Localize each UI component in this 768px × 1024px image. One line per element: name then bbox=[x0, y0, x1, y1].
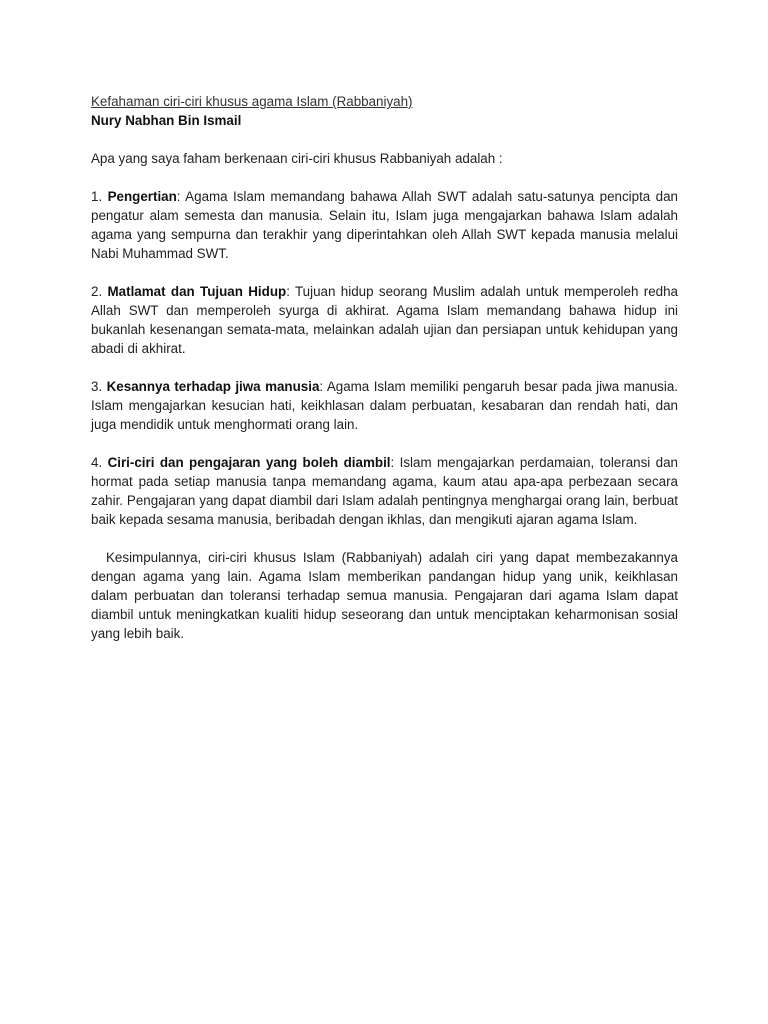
point-body: : Islam mengajarkan perdamaian, toleransi dan hormat pada setiap manusia tanpa memandang agama, kaum atau apa-apa perbezaan secara zahir. Pengajaran yang dapat diambil dari Islam adalah pentingnya menghargai orang lain, berbuat baik kepada sesama manusia, beribadah dengan ikhlas, dan mengikuti ajaran agama Islam. bbox=[91, 455, 679, 527]
point-heading: Kesannya terhadap jiwa manusia bbox=[106, 379, 320, 394]
conclusion-paragraph: Kesimpulannya, ciri-ciri khusus Islam (Rabbaniyah) adalah ciri yang dapat membezakannya dengan agama yang lain. Agama Islam memberikan pandangan hidup yang unik, keikhlasan dalam perbuatan dan toleransi terhadap semua manusia. Pengajaran dari agama Islam dapat diambil untuk meningkatkan kualiti hidup seseorang dan untuk menciptakan keharmonisan sosial yang lebih baik. bbox=[91, 550, 678, 641]
point-number: 2. bbox=[91, 284, 103, 299]
point-heading: Matlamat dan Tujuan Hidup bbox=[107, 284, 287, 299]
point-body: : Tujuan hidup seorang Muslim adalah untuk memperoleh redha Allah SWT dan memperoleh syurga di akhirat. Agama Islam memandang bahawa hidup ini bukanlah kesenangan semata-mata, melainkan adalah ujian dan persiapan untuk kehidupan yang abadi di akhirat. bbox=[91, 284, 678, 356]
point-body: : Agama Islam memandang bahawa Allah SWT adalah satu-satunya pencipta dan pengatur alam semesta dan manusia. Selain itu, Islam juga mengajarkan bahawa Islam adalah agama yang sempurna dan terakhir yang diperintahkan oleh Allah SWT kepada manusia melalui Nabi Muhammad SWT. bbox=[91, 189, 679, 261]
point-paragraph-2 bbox=[91, 282, 678, 358]
point-number: 4. bbox=[91, 455, 103, 470]
point-number: 1. bbox=[91, 189, 103, 204]
document-page bbox=[91, 92, 678, 643]
document-title: Kefahaman ciri-ciri khusus agama Islam (Rabbaniyah) bbox=[91, 94, 413, 109]
point-body: : Agama Islam memiliki pengaruh besar pada jiwa manusia. Islam mengajarkan kesucian hati, keikhlasan dalam perbuatan, kesabaran dan rendah hati, dan juga mendidik untuk menghormati orang lain. bbox=[91, 379, 678, 432]
point-heading: Ciri-ciri dan pengajaran yang boleh diambil bbox=[107, 455, 391, 470]
point-paragraph-4 bbox=[91, 453, 678, 529]
point-heading: Pengertian bbox=[107, 189, 177, 204]
point-number: 3. bbox=[91, 379, 103, 394]
author-name: Nury Nabhan Bin Ismail bbox=[91, 113, 242, 128]
point-paragraph-1 bbox=[91, 187, 678, 263]
point-paragraph-3 bbox=[91, 377, 678, 434]
intro-paragraph: Apa yang saya faham berkenaan ciri-ciri khusus Rabbaniyah adalah : bbox=[91, 151, 503, 166]
